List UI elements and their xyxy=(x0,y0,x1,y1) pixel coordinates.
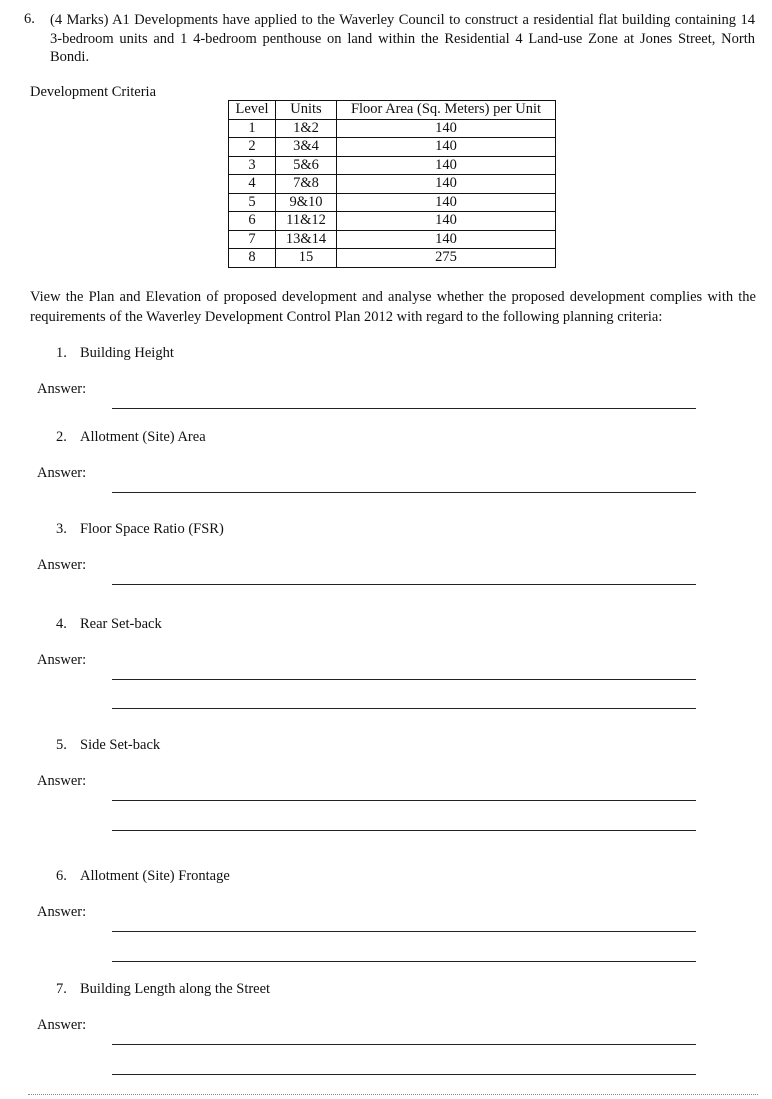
answer-label: Answer: xyxy=(37,557,87,573)
table-header-row xyxy=(229,101,556,120)
table-row xyxy=(229,193,556,212)
criterion-label: Allotment (Site) Frontage xyxy=(80,868,230,884)
criterion-rear-setback xyxy=(56,616,162,633)
criterion-number: 5. xyxy=(56,737,67,753)
table-row xyxy=(229,212,556,231)
criterion-number: 7. xyxy=(56,981,67,997)
question-number: 6. xyxy=(24,11,35,27)
criterion-label: Floor Space Ratio (FSR) xyxy=(80,521,224,537)
criterion-site-area xyxy=(56,429,206,446)
cell-units: 15 xyxy=(276,249,337,268)
table-row xyxy=(229,156,556,175)
criterion-label: Building Length along the Street xyxy=(80,981,271,997)
cell-floor-area: 140 xyxy=(337,156,556,175)
answer-label: Answer: xyxy=(37,773,87,789)
cell-units: 11&12 xyxy=(276,212,337,231)
cell-level: 3 xyxy=(229,156,276,175)
criterion-building-height xyxy=(56,345,174,362)
table-row xyxy=(229,230,556,249)
table-row xyxy=(229,175,556,194)
cell-level: 4 xyxy=(229,175,276,194)
answer-line[interactable] xyxy=(112,961,696,962)
cell-level: 8 xyxy=(229,249,276,268)
cell-floor-area: 140 xyxy=(337,193,556,212)
cell-level: 1 xyxy=(229,119,276,138)
criterion-building-length xyxy=(56,981,270,998)
cell-floor-area: 140 xyxy=(337,138,556,157)
answer-line[interactable] xyxy=(112,708,696,709)
development-criteria-table xyxy=(228,100,556,268)
criterion-number: 2. xyxy=(56,429,67,445)
answer-line[interactable] xyxy=(112,830,696,831)
answer-line[interactable] xyxy=(112,931,696,932)
table-row xyxy=(229,249,556,268)
answer-line[interactable] xyxy=(112,679,696,680)
cell-level: 6 xyxy=(229,212,276,231)
criterion-label: Side Set-back xyxy=(80,737,161,753)
cell-floor-area: 140 xyxy=(337,119,556,138)
cell-units: 13&14 xyxy=(276,230,337,249)
criterion-number: 3. xyxy=(56,521,67,537)
answer-label: Answer: xyxy=(37,1017,87,1033)
cell-units: 5&6 xyxy=(276,156,337,175)
cell-floor-area: 140 xyxy=(337,230,556,249)
criterion-number: 4. xyxy=(56,616,67,632)
criterion-side-setback xyxy=(56,737,160,754)
answer-line[interactable] xyxy=(112,492,696,493)
answer-line[interactable] xyxy=(112,584,696,585)
header-level: Level xyxy=(229,101,276,120)
table-row xyxy=(229,119,556,138)
criterion-number: 1. xyxy=(56,345,67,361)
criterion-number: 6. xyxy=(56,868,67,884)
question-text: (4 Marks) A1 Developments have applied to the Waverley Council to construct a residential flat building containing 14 3-bedroom units and 1 4-bedroom penthouse on land within the Residential 4 Land-use Zone at Jones Street, North Bondi. xyxy=(50,12,755,65)
cell-level: 7 xyxy=(229,230,276,249)
cell-floor-area: 140 xyxy=(337,212,556,231)
answer-line[interactable] xyxy=(112,1044,696,1045)
answer-label: Answer: xyxy=(37,652,87,668)
header-floor-area: Floor Area (Sq. Meters) per Unit xyxy=(337,101,556,120)
answer-label: Answer: xyxy=(37,904,87,920)
answer-line[interactable] xyxy=(112,408,696,409)
criterion-label: Rear Set-back xyxy=(80,616,162,632)
instructions-text: View the Plan and Elevation of proposed development and analyse whether the proposed development complies with the requirements of the Waverley Development Control Plan 2012 with regard to the following planning criteria: xyxy=(30,289,756,325)
criteria-table-title: Development Criteria xyxy=(30,84,157,100)
cell-level: 5 xyxy=(229,193,276,212)
cell-units: 9&10 xyxy=(276,193,337,212)
cell-units: 7&8 xyxy=(276,175,337,194)
answer-line[interactable] xyxy=(112,1074,696,1075)
criterion-label: Building Height xyxy=(80,345,174,361)
criterion-floor-space-ratio xyxy=(56,521,224,538)
cell-level: 2 xyxy=(229,138,276,157)
criterion-label: Allotment (Site) Area xyxy=(80,429,206,445)
cell-floor-area: 140 xyxy=(337,175,556,194)
table-row xyxy=(229,138,556,157)
answer-label: Answer: xyxy=(37,465,87,481)
header-units: Units xyxy=(276,101,337,120)
criterion-site-frontage xyxy=(56,868,230,885)
answer-label: Answer: xyxy=(37,381,87,397)
page-break-divider xyxy=(28,1094,758,1095)
cell-units: 3&4 xyxy=(276,138,337,157)
answer-line[interactable] xyxy=(112,800,696,801)
cell-floor-area: 275 xyxy=(337,249,556,268)
cell-units: 1&2 xyxy=(276,119,337,138)
